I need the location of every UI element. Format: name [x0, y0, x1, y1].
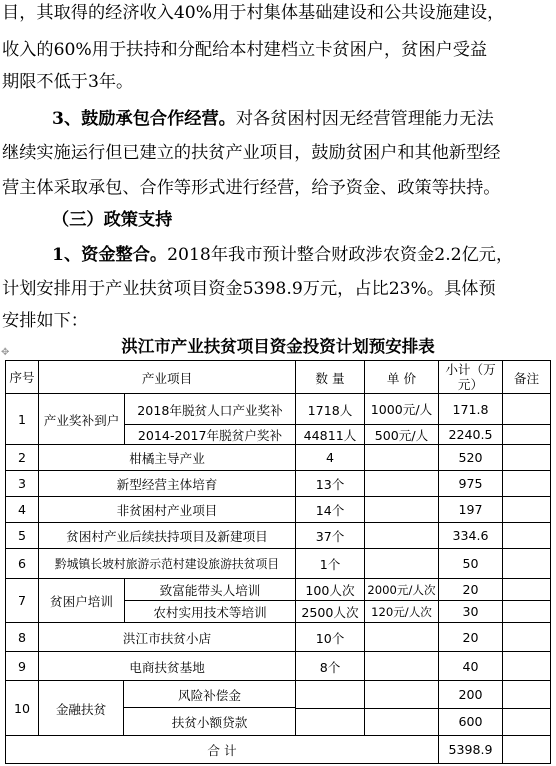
cell-unit — [365, 445, 439, 471]
cell-no: 6 — [6, 549, 39, 579]
cell-subtotal: 40 — [439, 652, 503, 681]
cell-unit — [365, 623, 439, 652]
cell-note — [503, 736, 551, 764]
cell-item: 黔城镇长坡村旅游示范村建设旅游扶贫项目 — [39, 549, 296, 579]
finance-subtable — [39, 681, 295, 735]
cell-no: 9 — [6, 652, 39, 681]
cell-qty: 8个 — [296, 652, 365, 681]
cell-qty: 10个 — [296, 623, 365, 652]
cell-item: 电商扶贫基地 — [39, 652, 296, 681]
cell-subtotal: 334.6 — [439, 523, 503, 549]
cell-unit — [365, 652, 439, 681]
cell-no: 7 — [6, 579, 39, 623]
cell-unit: 120元/人次 — [365, 601, 439, 623]
cell-no: 5 — [6, 523, 39, 549]
table-total-row — [6, 736, 551, 764]
header-unit: 单 价 — [365, 361, 439, 394]
cell-note — [503, 708, 551, 736]
cell-subtotal: 197 — [439, 497, 503, 523]
table-row — [6, 471, 551, 497]
table-row — [6, 497, 551, 523]
cell-unit — [365, 497, 439, 523]
cell-subtotal: 600 — [439, 708, 503, 736]
paragraph-line: 安排如下： — [2, 311, 88, 331]
header-note: 备注 — [503, 361, 551, 394]
cell-qty: 13个 — [296, 471, 365, 497]
cell-group — [39, 681, 296, 736]
finance-subrow — [39, 681, 295, 708]
cell-subtotal: 30 — [439, 601, 503, 623]
table-row — [6, 445, 551, 471]
cell-note — [503, 471, 551, 497]
cell-unit: 500元/人 — [365, 425, 439, 445]
investment-plan-table — [5, 360, 551, 764]
cell-note — [503, 425, 551, 445]
cell-item: 洪江市扶贫小店 — [39, 623, 296, 652]
cell-subtotal: 520 — [439, 445, 503, 471]
cell-note — [503, 601, 551, 623]
cell-qty: 4 — [296, 445, 365, 471]
cell-qty: 2500人次 — [296, 601, 365, 623]
cell-no: 1 — [6, 394, 39, 445]
cell-unit — [365, 471, 439, 497]
cell-item: 2018年脱贫人口产业奖补 — [125, 394, 296, 425]
paragraph-line — [52, 245, 513, 265]
cell-note — [503, 445, 551, 471]
paragraph-line — [52, 109, 494, 129]
total-subtotal: 5398.9 — [439, 736, 503, 764]
cell-item: 扶贫小额贷款 — [171, 715, 248, 730]
cell-subtotal: 975 — [439, 471, 503, 497]
table-row — [6, 652, 551, 681]
header-no: 序号 — [6, 361, 39, 394]
table-row — [6, 394, 551, 425]
cell-item: 非贫困村产业项目 — [39, 497, 296, 523]
cell-qty: 100人次 — [296, 579, 365, 601]
table-row — [6, 579, 551, 601]
subheading: 3、鼓励承包合作经营。 — [52, 109, 236, 129]
cell-note — [503, 394, 551, 425]
subheading: 1、资金整合。 — [52, 245, 168, 265]
table-header-row — [6, 361, 551, 394]
paragraph-line: 期限不低于3年。 — [2, 72, 134, 92]
cell-subtotal: 2240.5 — [439, 425, 503, 445]
paragraph-line: 计划安排用于产业扶贫项目资金5398.9万元，占比23%。具体预 — [2, 279, 496, 299]
cell-qty — [296, 681, 365, 709]
paragraph-line: 目，其取得的经济收入40%用于村集体基础建设和公共设施建设， — [2, 3, 505, 23]
table-title: 洪江市产业扶贫项目资金投资计划预安排表 — [121, 337, 435, 356]
cell-no: 8 — [6, 623, 39, 652]
cell-subtotal: 20 — [439, 579, 503, 601]
header-subtotal: 小计（万元） — [439, 361, 503, 394]
cell-unit — [365, 681, 439, 709]
cell-qty: 14个 — [296, 497, 365, 523]
cell-no: 4 — [6, 497, 39, 523]
cell-qty — [296, 708, 365, 736]
cell-note — [503, 623, 551, 652]
cell-note — [503, 549, 551, 579]
header-item: 产业项目 — [39, 361, 296, 394]
table-move-handle-icon[interactable]: ✥ — [1, 347, 10, 358]
table-row — [6, 681, 551, 709]
cell-note — [503, 497, 551, 523]
cell-no: 2 — [6, 445, 39, 471]
table-row — [6, 549, 551, 579]
cell-group: 金融扶贫 — [39, 681, 124, 735]
cell-subtotal: 20 — [439, 623, 503, 652]
cell-item: 柑橘主导产业 — [39, 445, 296, 471]
cell-note — [503, 652, 551, 681]
header-qty: 数 量 — [296, 361, 365, 394]
paragraph-text: 2018年我市预计整合财政涉农资金2.2亿元， — [167, 245, 514, 265]
paragraph-text: 对各贫困村因无经营管理能力无法 — [235, 109, 494, 129]
paragraph-line: 营主体采取承包、合作等形式进行经营，给予资金、政策等扶持。 — [2, 178, 501, 198]
cell-item: 2014-2017年脱贫户奖补 — [125, 425, 296, 445]
paragraph-line: 收入的60%用于扶持和分配给本村建档立卡贫困户，贫困户受益 — [2, 40, 488, 60]
cell-qty: 1个 — [296, 549, 365, 579]
cell-note — [503, 523, 551, 549]
table-row — [6, 523, 551, 549]
paragraph-line: 继续实施运行但已建立的扶贫产业项目，鼓励贫困户和其他新型经 — [2, 143, 501, 163]
cell-group: 贫困户培训 — [39, 579, 125, 623]
cell-unit: 2000元/人次 — [365, 579, 439, 601]
cell-unit — [365, 549, 439, 579]
cell-qty: 44811人 — [296, 425, 365, 445]
table-row — [6, 623, 551, 652]
cell-qty: 1718人 — [296, 394, 365, 425]
cell-note — [503, 579, 551, 601]
cell-subtotal: 50 — [439, 549, 503, 579]
cell-group: 产业奖补到户 — [39, 394, 125, 445]
cell-subtotal: 200 — [439, 681, 503, 709]
cell-item: 新型经营主体培育 — [39, 471, 296, 497]
cell-item: 风险补偿金 — [124, 681, 296, 708]
cell-subtotal: 171.8 — [439, 394, 503, 425]
cell-item: 贫困村产业后续扶持项目及新建项目 — [39, 523, 296, 549]
cell-qty: 37个 — [296, 523, 365, 549]
cell-unit: 1000元/人 — [365, 394, 439, 425]
cell-note — [503, 681, 551, 709]
cell-no: 3 — [6, 471, 39, 497]
total-label: 合 计 — [6, 736, 439, 764]
cell-no: 10 — [6, 681, 39, 736]
cell-item: 农村实用技术等培训 — [125, 601, 296, 623]
section-heading: （三）政策支持 — [52, 210, 173, 230]
cell-item: 致富能带头人培训 — [125, 579, 296, 601]
cell-unit — [365, 708, 439, 736]
cell-unit — [365, 523, 439, 549]
